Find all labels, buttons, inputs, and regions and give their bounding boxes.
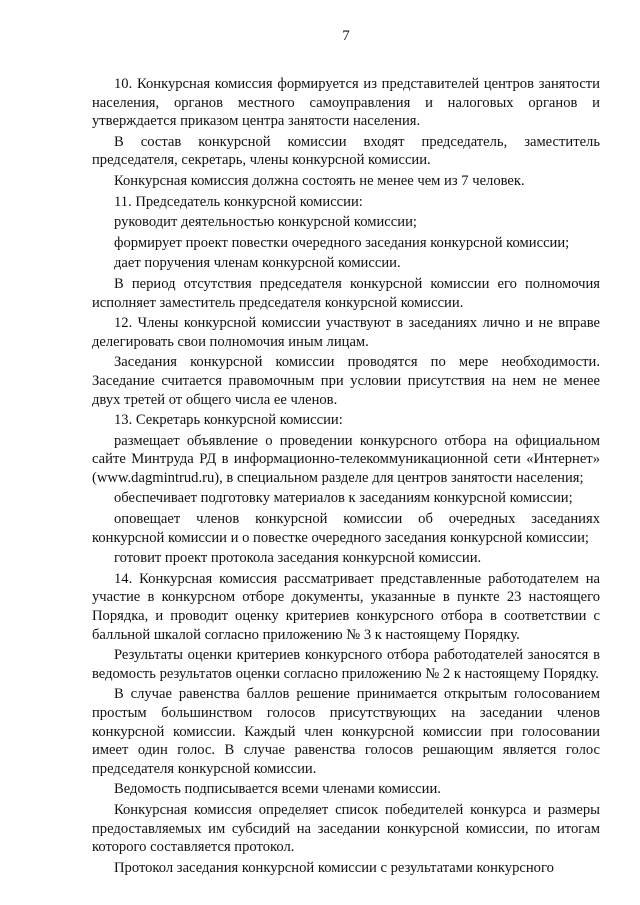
paragraph: В состав конкурсной комиссии входят председатель, заместитель председателя, секретарь, члены конкурсной комиссии. [92,133,600,169]
paragraph: 13. Секретарь конкурсной комиссии: [114,412,343,429]
paragraph: Протокол заседания конкурсной комиссии с результатами конкурсного [114,859,554,876]
paragraph: В период отсутствия председателя конкурсной комиссии его полномочия исполняет заместитель председателя конкурсной комиссии. [92,275,600,311]
paragraph: В случае равенства баллов решение принимается открытым голосованием простым большинством голосов присутствующих на заседании членов конкурсной комиссии. Каждый член конкурсной комиссии при голосовании имеет один голос. В случае равенства голосов решающим является голос председателя конкурсной комиссии. [92,686,600,777]
paragraph: 10. Конкурсная комиссия формируется из представителей центров занятости населения, органов местного самоуправления и налоговых органов и утверждается приказом центра занятости населения. [92,76,600,130]
paragraph: 14. Конкурсная комиссия рассматривает представленные работодателем на участие в конкурсном отборе документы, указанные в пункте 23 настоящего Порядка, и проводит оценку критериев конкурсного отбора в соответствии с балльной шкалой согласно приложению № 3 к настоящему Порядку. [92,570,600,643]
paragraph: дает поручения членам конкурсной комиссии. [114,255,401,272]
paragraph: Результаты оценки критериев конкурсного отбора работодателей заносятся в ведомость результатов оценки согласно приложению № 2 к настоящему Порядку. [92,647,600,682]
paragraph: Ведомость подписывается всеми членами комиссии. [114,781,441,798]
paragraph: размещает объявление о проведении конкурсного отбора на официальном сайте Минтруда РД в информационно-телекоммуникационной сети «Интернет» (www.dagmintrud.ru), в специальном разделе для центров занятости населения; [92,432,600,486]
paragraph: обеспечивает подготовку материалов к заседаниям конкурсной комиссии; [114,490,573,507]
paragraph: Конкурсная комиссия определяет список победителей конкурса и размеры предоставляемых им субсидий на заседании конкурсной комиссии, по итогам которого составляется протокол. [92,801,600,856]
document-body [92,75,600,877]
paragraph: оповещает членов конкурсной комиссии об очередных заседаниях конкурсной комиссии и о повестке очередного заседания конкурсной комиссии; [92,511,600,546]
paragraph: руководит деятельностью конкурсной комиссии; [114,214,417,231]
page-number: 7 [342,28,350,44]
paragraph: Конкурсная комиссия должна состоять не менее чем из 7 человек. [114,172,525,189]
paragraph: Заседания конкурсной комиссии проводятся по мере необходимости. Заседание считается правомочным при условии присутствия на нем не менее двух третей от общего числа ее членов. [92,354,600,408]
paragraph: 11. Председатель конкурсной комиссии: [114,193,363,210]
paragraph: 12. Члены конкурсной комиссии участвуют в заседаниях лично и не вправе делегировать свои полномочия иным лицам. [92,315,600,350]
paragraph: формирует проект повестки очередного заседания конкурсной комиссии; [114,234,570,251]
paragraph: готовит проект протокола заседания конкурсной комиссии. [114,550,482,567]
